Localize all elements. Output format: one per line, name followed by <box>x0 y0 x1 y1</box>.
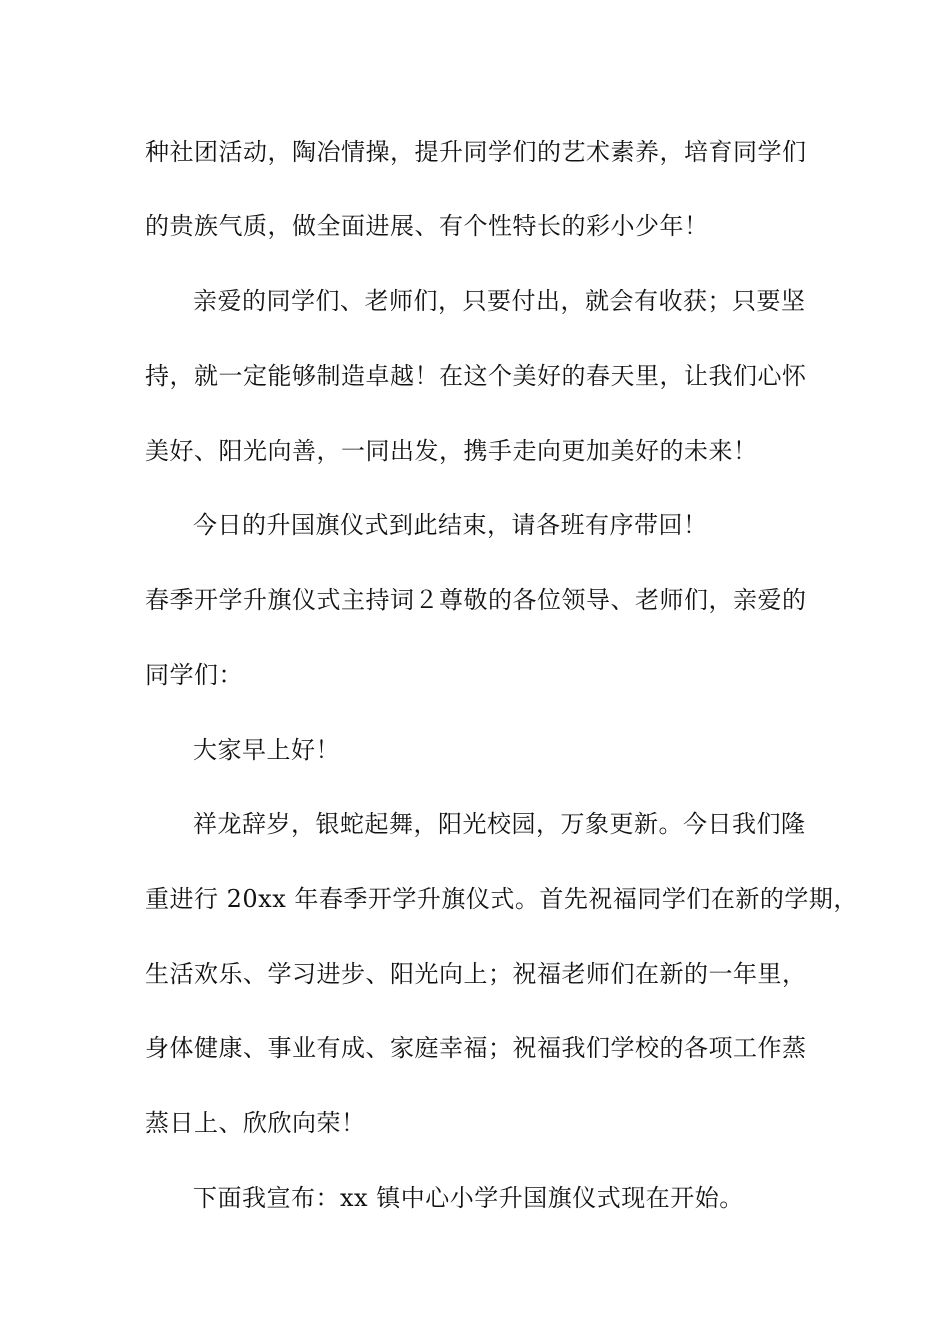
text-line: 种社团活动，陶冶情操，提升同学们的艺术素养，培育同学们 <box>145 138 807 166</box>
text-line: 美好、阳光向善，一同出发，携手走向更加美好的未来！ <box>145 437 758 465</box>
text-line: 今日的升国旗仪式到此结束，请各班有序带回！ <box>193 511 708 539</box>
text-line: 下面我宣布：xx 镇中心小学升国旗仪式现在开始。 <box>193 1184 744 1212</box>
text-line: 大家早上好！ <box>193 736 340 764</box>
text-line: 祥龙辞岁，银蛇起舞，阳光校园，万象更新。今日我们隆 <box>193 810 806 838</box>
text-line: 生活欢乐、学习进步、阳光向上；祝福老师们在新的一年里， <box>145 960 807 988</box>
text-line: 身体健康、事业有成、家庭幸福；祝福我们学校的各项工作蒸 <box>145 1034 807 1062</box>
text-line: 同学们： <box>145 661 243 689</box>
text-line: 亲爱的同学们、老师们，只要付出，就会有收获；只要坚 <box>193 287 806 315</box>
text-line: 蒸日上、欣欣向荣！ <box>145 1109 366 1137</box>
text-line: 重进行 20xx 年春季开学升旗仪式。首先祝福同学们在新的学期， <box>145 885 858 913</box>
text-line: 持，就一定能够制造卓越！在这个美好的春天里，让我们心怀 <box>145 362 807 390</box>
text-line: 的贵族气质，做全面进展、有个性特长的彩小少年！ <box>145 212 709 240</box>
text-line: 春季开学升旗仪式主持词２尊敬的各位领导、老师们，亲爱的 <box>145 586 807 614</box>
